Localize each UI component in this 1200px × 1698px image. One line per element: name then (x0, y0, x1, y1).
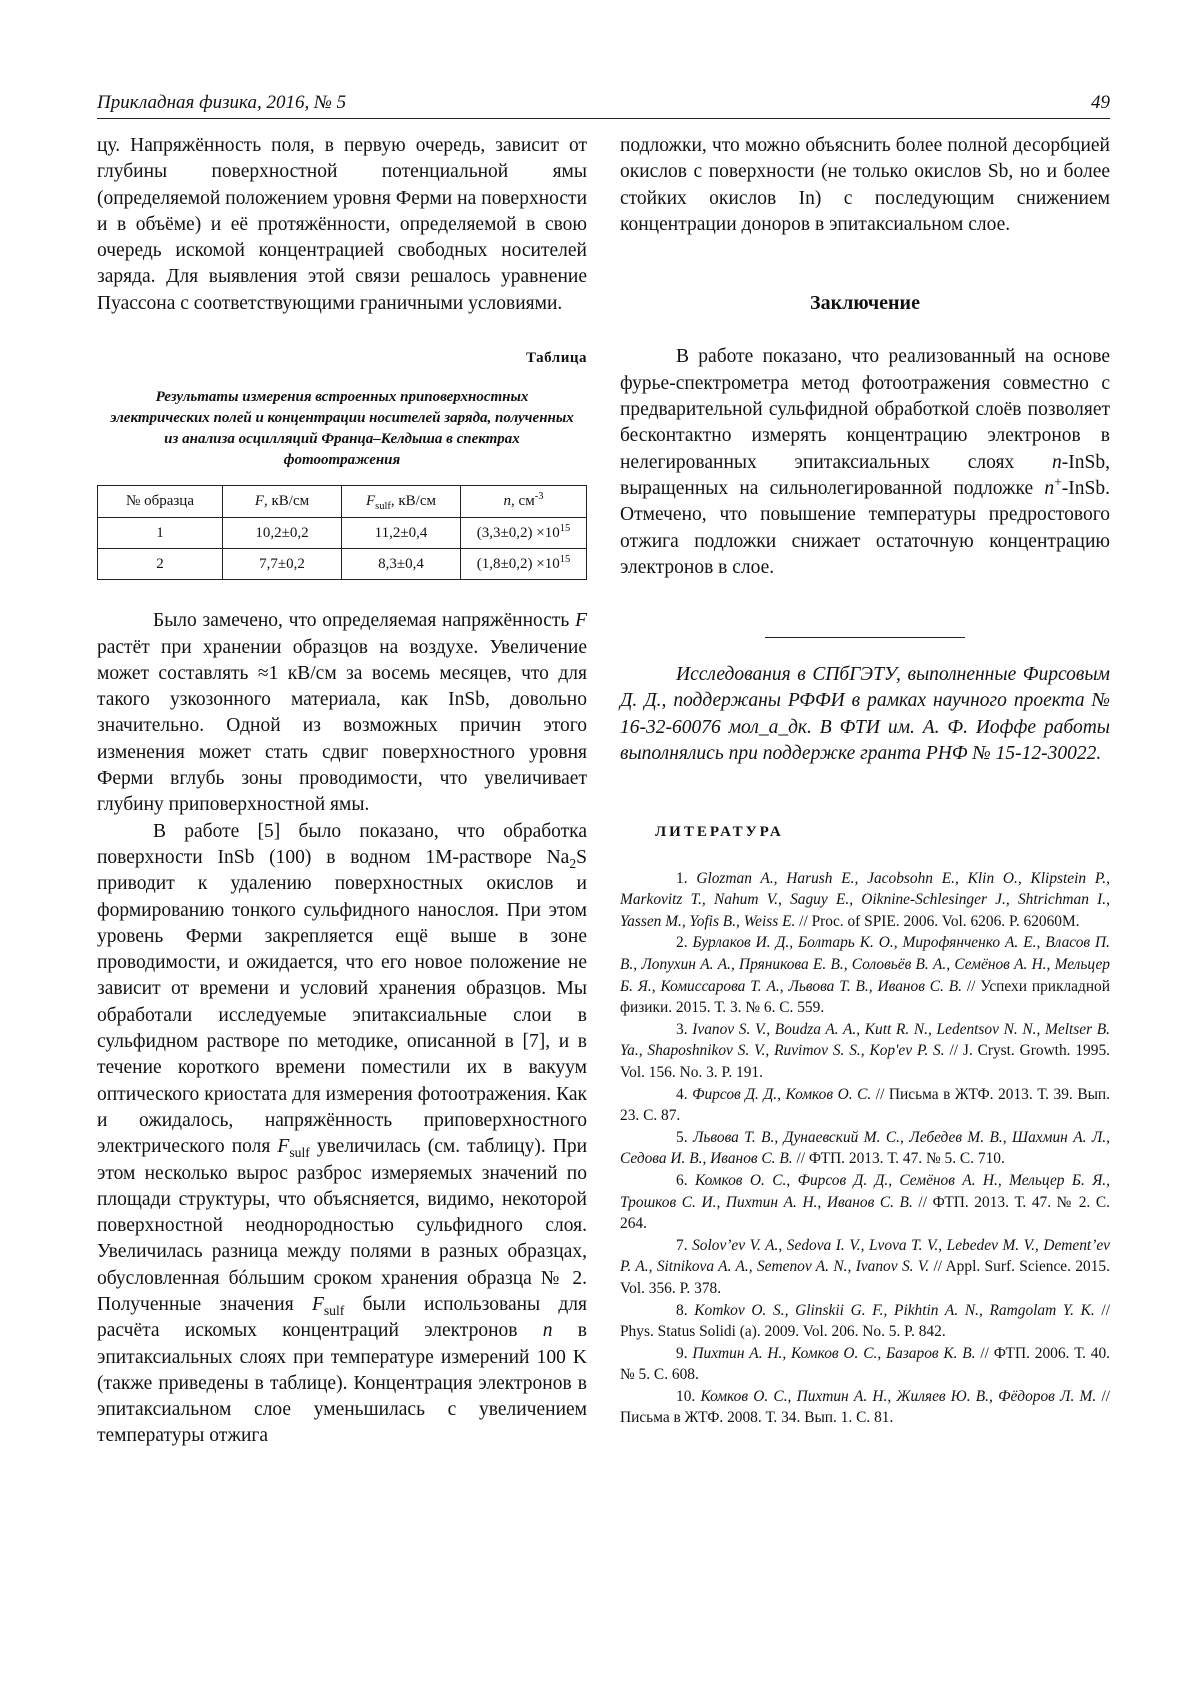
table-row (98, 517, 587, 548)
paragraph: Было замечено, что определяемая напряжённость F растёт при хранении образцов на воздухе. Увеличение может составлять ≈1 кВ/см за восемь месяцев, что для такого узкозонного материала, как InSb, довольно значительно. Одной из возможных причин этого изменения может стать сдвиг поверхностного уровня Ферми вглубь зоны проводимости, что увеличивает глубину приповерхностной ямы. (97, 610, 587, 816)
reference-list (620, 868, 1110, 1429)
reference-item: 3. Ivanov S. V., Boudza A. A., Kutt R. N., Ledentsov N. N., Meltser B. Ya., Shaposhnikov S. V., Ruvimov S. S., Kop'ev P. S. // J. Cryst. Growth. 1995. Vol. 156. No. 3. P. 191. (620, 1020, 1110, 1081)
cell-sample: 2 (98, 548, 223, 579)
left-column (97, 133, 587, 1450)
references-title: ЛИТЕРАТУРА (655, 824, 784, 841)
reference-item: 9. Пихтин А. Н., Комков О. С., Базаров К. В. // ФТП. 2006. Т. 40. № 5. С. 608. (620, 1344, 1111, 1384)
header-cell-sample: № образца (98, 486, 223, 517)
page-number: 49 (1091, 92, 1110, 113)
header-cell-F: F, кВ/см (223, 486, 342, 517)
header-cell-n: n, $см^{-3}$ (461, 486, 587, 517)
paragraph: В работе показано, что реализованный на основе фурье-спектрометра метод фотоотражения совместно с предварительной сульфидной обработкой слоёв позволяет бесконтактно измерять концентрацию электронов в нелегированных эпитаксиальных слоях n-InSb, выращенных на сильнолегированной подложке n+-InSb. Отмечено, что повышение температуры предростового отжига подложки снижает остаточную концентрацию электронов в слое. (620, 346, 1110, 578)
reference-item: 1. Glozman A., Harush E., Jacobsohn E., Klin O., Klipstein P., Markovitz T., Nahum V., Saguy E., Oiknine-Schlesinger J., Shtrichman I., Yassen M., Yofis B., Weiss E. // Proc. of SPIE. 2006. Vol. 6206. P. 62060M. (620, 869, 1110, 930)
reference-item: 8. Komkov O. S., Glinskii G. F., Pikhtin A. N., Ramgolam Y. K. // Phys. Status Solidi (a). 2009. Vol. 206. No. 5. P. 842. (620, 1301, 1110, 1341)
table-label: Таблица (526, 350, 587, 367)
paragraph: В работе [5] было показано, что обработка поверхности InSb (100) в водном 1М-растворе $Na_2S$ приводит к удалению поверхностных окислов и формированию тонкого сульфидного нанослоя. При этом уровень Ферми закрепляется ещё выше в зоне проводимости, и ожидается, что его новое положение не зависит от времени и условий хранения образцов. Мы обработали исследуемые эпитаксиальные слои в сульфидном растворе по методике, описанной в [7], и в течение короткого времени поместили их в вакуум оптического криостата для измерения фотоотражения. Как и ожидалось, напряжённость приповерхностного электрического поля $F_{sulf}$ увеличилась (см. таблицу). При этом несколько вырос разброс измеряемых значений по площади структуры, что объясняется, видимо, некоторой поверхностной неоднородностью сульфидного слоя. Увеличилась разница между полями в разных образцах, обусловленная бóльшим сроком хранения образца № 2. Полученные значения $F_{sulf}$ были использованы для расчёта искомых концентраций электронов n в эпитаксиальных слоях при температуре измерений 100 K (также приведены в таблице). Концентрация электронов в эпитаксиальном слое уменьшилась с увеличением температуры отжига (97, 820, 588, 1447)
cell-Fsulf: 11,2±0,4 (342, 517, 461, 548)
running-header (97, 88, 1110, 119)
cell-F: 7,7±0,2 (223, 548, 342, 579)
reference-item: 2. Бурлаков И. Д., Болтарь К. О., Мирофянченко А. Е., Власов П. В., Лопухин А. А., Пряникова Е. В., Соловьёв В. А., Семёнов А. Н., Мельцер Б. Я., Комиссарова Т. А., Львова Т. В., Иванов С. В. // Успехи прикладной физики. 2015. Т. 3. № 6. С. 559. (620, 934, 1110, 1017)
reference-item: 6. Комков О. С., Фирсов Д. Д., Семёнов А. Н., Мельцер Б. Я., Трошков С. И., Пихтин А. Н., Иванов С. В. // ФТП. 2013. Т. 47. № 2. С. 264. (620, 1171, 1111, 1233)
reference-item: 4. Фирсов Д. Д., Комков О. С. // Письма в ЖТФ. 2013. Т. 39. Вып. 23. С. 87. (620, 1085, 1111, 1125)
paragraph: подложки, что можно объяснить более полной десорбцией окислов с поверхности (не только окислов Sb, но и более стойких окислов In) с последующим снижением концентрации доноров в эпитаксиальном слое. (620, 135, 1110, 235)
section-title: Заключение (810, 292, 920, 315)
journal-title: Прикладная физика, 2016, № 5 (97, 92, 347, 113)
right-column (620, 133, 1110, 1429)
cell-F: 10,2±0,2 (223, 517, 342, 548)
reference-item: 5. Львова Т. В., Дунаевский М. С., Лебедев М. В., Шахмин А. Л., Седова И. В., Иванов С. В. // ФТП. 2013. Т. 47. № 5. С. 710. (620, 1128, 1111, 1168)
reference-item: 10. Комков О. С., Пихтин А. Н., Жиляев Ю. В., Фёдоров Л. М. // Письма в ЖТФ. 2008. Т. 34. Вып. 1. С. 81. (620, 1387, 1110, 1427)
separator-line (765, 637, 965, 638)
reference-item: 7. Solov’ev V. A., Sedova I. V., Lvova T. V., Lebedev M. V., Dement’ev P. A., Sitnikova A. A., Semenov A. N., Ivanov S. V. // Appl. Surf. Science. 2015. Vol. 356. P. 378. (620, 1236, 1110, 1297)
cell-Fsulf: 8,3±0,4 (342, 548, 461, 579)
table-header-row (98, 486, 587, 517)
table-row (98, 548, 587, 579)
header-cell-Fsulf: $F_{sulf}$, кВ/см (342, 486, 461, 517)
table-caption: Результаты измерения встроенных приповерхностных электрических полей и концентрации носителей заряда, полученных из анализа осцилляций Франца–Келдыша в спектрах фотоотражения (110, 389, 574, 469)
paragraph: цу. Напряжённость поля, в первую очередь, зависит от глубины поверхностной потенциальной ямы (определяемой положением уровня Ферми на поверхности и в объёме) и её протяжённости, определяемой в свою очередь искомой концентрацией свободных носителей заряда. Для выявления этой связи решалось уравнение Пуассона с соответствующими граничными условиями. (97, 135, 587, 314)
cell-n: $(3,3\pm 0,2) \times 10^{15}$ (461, 517, 587, 548)
acknowledgment: Исследования в СПбГЭТУ, выполненные Фирсовым Д. Д., поддержаны РФФИ в рамках научного проекта № 16-32-60076 мол_а_дк. В ФТИ им. А. Ф. Иоффе работы выполнялись при поддержке гранта РНФ № 15-12-30022. (620, 664, 1110, 765)
results-table (97, 485, 587, 580)
cell-n: $(1,8\pm 0,2) \times 10^{15}$ (461, 548, 587, 579)
cell-sample: 1 (98, 517, 223, 548)
